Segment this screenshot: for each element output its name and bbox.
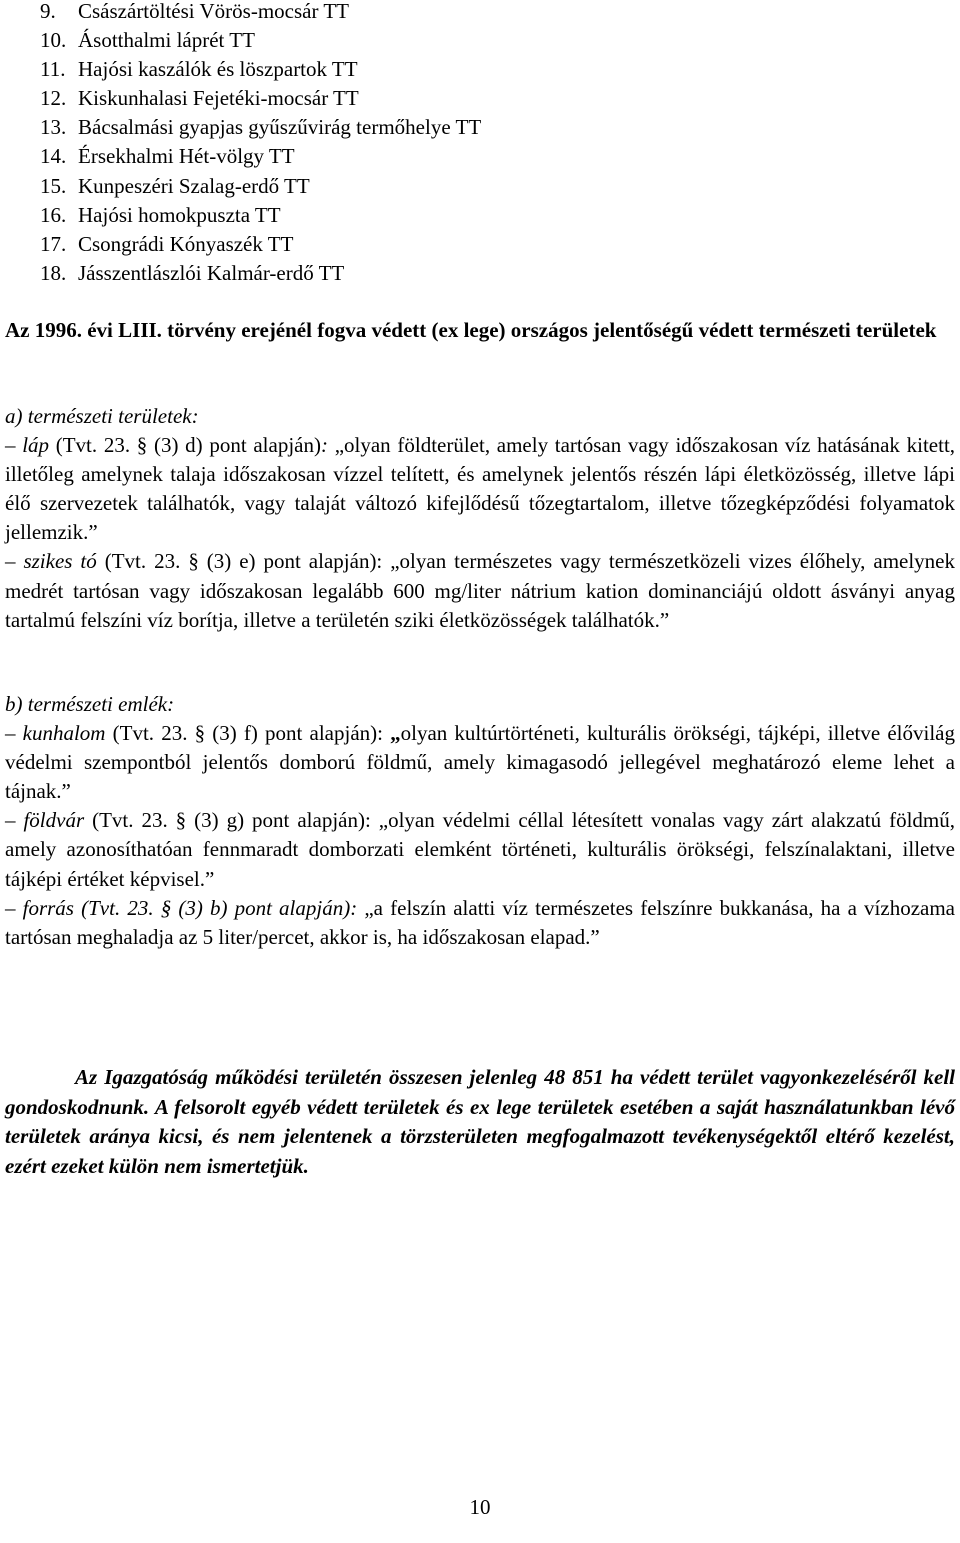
list-item-number: 17.: [40, 231, 67, 256]
lap-term: láp: [22, 433, 50, 458]
foldvar-paragraph: [5, 806, 955, 893]
list-item: [40, 0, 481, 26]
kunhalom-term: kunhalom: [22, 721, 106, 746]
lap-paragraph: [5, 431, 955, 547]
lap-definition: „olyan földterület, amely tartósan vagy időszakosan víz hatásának kitett, illetőleg amelynek talaja időszakosan vízzel telített, és amelynek jelentős részén lápi életközösség, illetve lápi élő szervezetek találhatók, vagy talaját változó kifejlődésű tőzegtartalom, illetve tőzegképződési folyamatok jellemzik.”: [5, 433, 956, 545]
list-item-number: 11.: [40, 57, 66, 82]
list-item-number: 13.: [40, 115, 67, 140]
section-a-label: a) természeti területek:: [5, 404, 199, 428]
foldvar-definition: (Tvt. 23. § (3) g) pont alapján): „olyan védelmi céllal létesített vonalas vagy zárt alakzatú földmű, amely azonosíthatóan fennmaradt domborzati elemként történeti, kulturális örökségi, felszínalaktani, illetve tájképi értéket képvisel.”: [5, 808, 955, 891]
list-item-text: Jásszentlászlói Kalmár-erdő TT: [78, 260, 345, 285]
kunhalom-reference: (Tvt. 23. § (3) f) pont alapján):: [105, 721, 391, 746]
kunhalom-paragraph: [5, 719, 955, 806]
szikes-definition: (Tvt. 23. § (3) e) pont alapján): „olyan természetes vagy természetközeli vizes élőhely, amelynek medrét tartósan vagy időszakosan legalább 600 mg/liter nátrium kation dominanciájú oldott ásványi anyag tartalmú felszíni víz borítja, illetve a területén sziki életközösségek találhatók.”: [5, 549, 956, 632]
list-item-text: Érsekhalmi Hét-völgy TT: [78, 144, 295, 169]
list-item-number: 15.: [40, 173, 67, 198]
kunhalom-dash: –: [5, 721, 23, 746]
list-item-number: 16.: [40, 202, 67, 227]
szikes-paragraph: [5, 547, 955, 634]
list-item-text: Csongrádi Kónyaszék TT: [78, 231, 294, 256]
lap-dash: –: [5, 433, 23, 458]
list-item-text: Kiskunhalasi Fejetéki-mocsár TT: [78, 86, 359, 111]
section-heading: [5, 316, 955, 345]
list-item: [40, 55, 481, 84]
szikes-term: – szikes tó: [5, 549, 97, 574]
forras-definition: „a felszín alatti víz természetes felszínre bukkanása, ha a vízhozama tartósan meghaladja az 5 liter/percet, akkor is, ha időszakosan elapad.”: [5, 895, 956, 949]
list-item-number: 12.: [40, 86, 67, 111]
list-item: [40, 230, 481, 259]
list-item: [40, 259, 481, 288]
list-item-text: Bácsalmási gyapjas gyűszűvirág termőhelye TT: [78, 115, 482, 140]
list-item: [40, 26, 481, 55]
list-item-number: 14.: [40, 144, 67, 169]
list-item-number: 10.: [40, 28, 67, 53]
list-item: [40, 84, 481, 113]
lap-reference: (Tvt. 23. § (3) d) pont alapján): [49, 433, 321, 458]
kunhalom-definition: olyan kultúrtörténeti, kulturális örökségi, tájképi, illetve élővilág védelmi szempontból jelentős domború földmű, amely kimagasodó jellegével meghatározó eleme lehet a tájnak.”: [5, 721, 955, 804]
list-item-number: 9.: [40, 0, 56, 23]
closing-paragraph: [5, 1063, 955, 1181]
forras-term: – forrás (Tvt. 23. § (3) b) pont alapján):: [5, 895, 358, 920]
list-item-number: 18.: [40, 260, 67, 285]
list-item-text: Ásotthalmi láprét TT: [78, 28, 255, 53]
page-number: 10: [469, 1495, 491, 1519]
protected-area-list: [40, 0, 481, 288]
section-b-label: b) természeti emlék:: [5, 692, 175, 716]
list-item: [40, 172, 481, 201]
section-b: [5, 690, 955, 952]
lap-colon: :: [321, 433, 328, 458]
list-item: [40, 142, 481, 171]
kunhalom-quote-open: „: [390, 721, 401, 746]
list-item: [40, 113, 481, 142]
heading-text: Az 1996. évi LIII. törvény erejénél fogva védett (ex lege) országos jelentőségű védett természeti területek: [5, 318, 937, 342]
list-item-text: Hajósi homokpuszta TT: [78, 202, 281, 227]
foldvar-dash: –: [5, 808, 24, 833]
forras-paragraph: [5, 894, 955, 952]
list-item: [40, 201, 481, 230]
list-item-text: Hajósi kaszálók és löszpartok TT: [78, 57, 358, 82]
list-item-text: Császártöltési Vörös-mocsár TT: [78, 0, 350, 23]
list-item-text: Kunpeszéri Szalag-erdő TT: [78, 173, 310, 198]
section-a: [5, 402, 955, 635]
foldvar-term: földvár: [23, 808, 85, 833]
closing-text: Az Igazgatóság működési területén összesen jelenleg 48 851 ha védett terület vagyonkezeléséről kell gondoskodnunk. A felsorolt egyéb védett területek és ex lege területek esetében a saját használatunkban lévő területek aránya kicsi, és nem jelentenek a törzsterületen megfogalmazott tevékenységektől eltérő kezelést, ezért ezeket külön nem ismertetjük.: [5, 1065, 955, 1178]
